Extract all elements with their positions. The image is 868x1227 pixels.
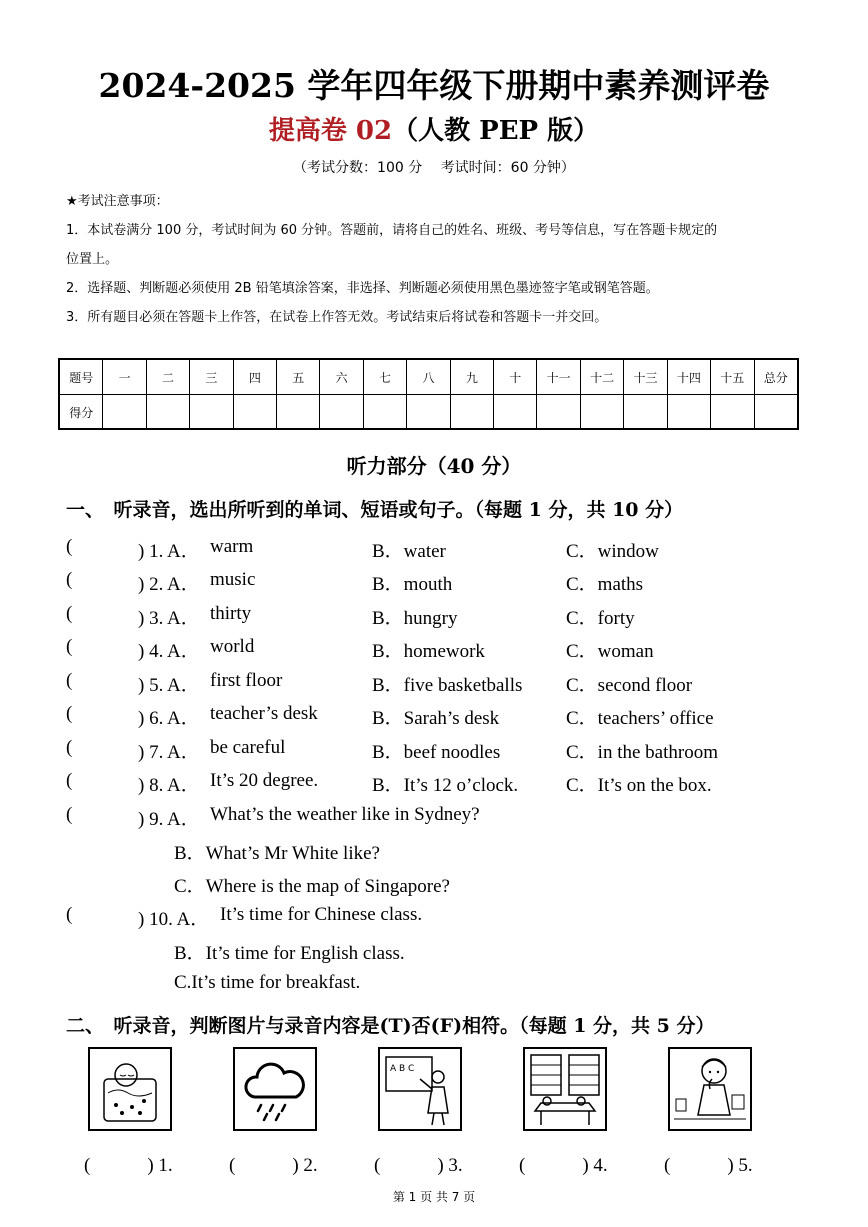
rain-cloud-icon xyxy=(233,1047,317,1131)
question-number: ) 8. A． xyxy=(138,775,200,796)
listening-title: 听力部分（40 分） xyxy=(346,454,522,478)
question-option-b: B．homework xyxy=(372,641,485,662)
exam-meta: （考试分数：100 分 考试时间：60 分钟） xyxy=(293,160,575,176)
question-paren: ( xyxy=(66,603,73,624)
score-table-header-cell: 总分 xyxy=(754,360,797,394)
score-input-cell[interactable] xyxy=(146,395,189,429)
picture-answer-2[interactable]: ( ) 2. xyxy=(229,1155,318,1176)
score-table-header-cell: 十一 xyxy=(536,360,579,394)
question-option-b: B．water xyxy=(372,541,446,562)
question-option-c: C．maths xyxy=(566,574,644,595)
picture-answer-1[interactable]: ( ) 1. xyxy=(84,1155,173,1176)
score-input-cell[interactable] xyxy=(406,395,449,429)
question-paren: ( xyxy=(66,636,73,657)
question-option-a: music xyxy=(210,569,256,590)
question-paren: ( xyxy=(66,536,73,557)
score-input-cell[interactable] xyxy=(189,395,232,429)
score-input-cell[interactable] xyxy=(233,395,276,429)
subtitle-paper-type: 提高卷 02 xyxy=(268,116,393,146)
question-option-c: C．forty xyxy=(566,608,635,629)
question-paren: ( xyxy=(66,569,73,590)
notice-heading: ★考试注意事项： xyxy=(66,194,169,209)
q10-option-b: B．It’s time for English class. xyxy=(174,943,405,964)
score-table-header-cell: 五 xyxy=(276,360,319,394)
question-option-b: B．beef noodles xyxy=(372,742,501,763)
question-option-c: C．second floor xyxy=(566,675,693,696)
notice-line-1b: 位置上。 xyxy=(66,252,119,267)
score-table-header-cell: 九 xyxy=(450,360,493,394)
notice-line-1a: 1．本试卷满分 100 分，考试时间为 60 分钟。答题前，请将自己的姓名、班级、考号等信息，写在答题卡规定的 xyxy=(66,223,718,238)
q9-option-b: B．What’s Mr White like? xyxy=(174,843,380,864)
q10-paren: ( xyxy=(66,904,73,925)
teacher-blackboard-icon xyxy=(378,1047,462,1131)
score-table-header-cell: 十二 xyxy=(580,360,623,394)
q9-option-c: C．Where is the map of Singapore? xyxy=(174,876,450,897)
q10-option-c: C.It’s time for breakfast. xyxy=(174,972,361,993)
score-table-header-cell: 十四 xyxy=(667,360,710,394)
question-option-a: It’s 20 degree. xyxy=(210,770,319,791)
page-footer: 第 1 页 共 7 页 xyxy=(392,1190,476,1204)
question-option-a: warm xyxy=(210,536,254,557)
question-option-c: C．window xyxy=(566,541,659,562)
score-input-cell[interactable] xyxy=(319,395,362,429)
question-option-a: teacher’s desk xyxy=(210,703,318,724)
question-option-c: C．in the bathroom xyxy=(566,742,718,763)
question-option-c: C．woman xyxy=(566,641,654,662)
score-input-cell[interactable] xyxy=(667,395,710,429)
question-option-a: world xyxy=(210,636,255,657)
picture-answer-3[interactable]: ( ) 3. xyxy=(374,1155,463,1176)
question-paren: ( xyxy=(66,770,73,791)
score-table xyxy=(58,358,799,430)
question-option-a: be careful xyxy=(210,737,286,758)
question-paren: ( xyxy=(66,670,73,691)
sleeping-child-icon xyxy=(88,1047,172,1131)
svg-text:A B C: A B C xyxy=(390,1064,415,1074)
score-input-cell[interactable] xyxy=(580,395,623,429)
score-input-cell[interactable] xyxy=(102,395,145,429)
score-table-header-cell: 十 xyxy=(493,360,536,394)
question-option-b: B．mouth xyxy=(372,574,453,595)
question-option-b: B．hungry xyxy=(372,608,458,629)
picture-answer-4[interactable]: ( ) 4. xyxy=(519,1155,608,1176)
question-option-b: B．It’s 12 o’clock. xyxy=(372,775,519,796)
question-number: ) 3. A． xyxy=(138,608,200,629)
q10-option-a: It’s time for Chinese class. xyxy=(220,904,423,925)
score-table-header-cell: 二 xyxy=(146,360,189,394)
question-number: ) 7. A． xyxy=(138,742,200,763)
score-input-cell[interactable] xyxy=(623,395,666,429)
score-input-cell[interactable] xyxy=(450,395,493,429)
question-option-c: C．It’s on the box. xyxy=(566,775,712,796)
question-number: ) 2. A． xyxy=(138,574,200,595)
question-number: ) 1. A． xyxy=(138,541,200,562)
score-table-header-cell: 一 xyxy=(102,360,145,394)
score-table-header-cell: 四 xyxy=(233,360,276,394)
score-table-header-cell: 六 xyxy=(319,360,362,394)
score-table-header-cell: 十五 xyxy=(710,360,753,394)
question-option-a: thirty xyxy=(210,603,252,624)
question-number: ) 6. A． xyxy=(138,708,200,729)
thinking-girl-icon xyxy=(668,1047,752,1131)
question-option-c: C．teachers’ office xyxy=(566,708,714,729)
question-paren: ( xyxy=(66,737,73,758)
notice-line-3: 3．所有题目必须在答题卡上作答，在试卷上作答无效。考试结束后将试卷和答题卡一并交回。 xyxy=(66,310,608,325)
question-option-b: B．five basketballs xyxy=(372,675,523,696)
score-input-cell[interactable] xyxy=(536,395,579,429)
question-option-b: B．Sarah’s desk xyxy=(372,708,500,729)
picture-answer-5[interactable]: ( ) 5. xyxy=(664,1155,753,1176)
question-paren: ( xyxy=(66,703,73,724)
score-input-cell[interactable] xyxy=(754,395,797,429)
question-option-a: first floor xyxy=(210,670,283,691)
q10-number: ) 10. A． xyxy=(138,909,210,930)
score-table-header-cell: 题号 xyxy=(69,370,94,385)
q9-paren: ( xyxy=(66,804,73,825)
q9-number: ) 9. A． xyxy=(138,809,200,830)
score-input-cell[interactable] xyxy=(493,395,536,429)
page-subtitle xyxy=(0,110,868,147)
subtitle-edition: （人教 PEP 版） xyxy=(392,116,600,146)
score-input-cell[interactable] xyxy=(710,395,753,429)
score-input-cell[interactable] xyxy=(276,395,319,429)
score-row-label: 得分 xyxy=(69,405,94,420)
question-number: ) 4. A． xyxy=(138,641,200,662)
score-table-header-cell: 三 xyxy=(189,360,232,394)
score-table-header-cell: 十三 xyxy=(623,360,666,394)
score-table-score-row xyxy=(60,394,797,429)
page-title: 2024-2025 学年四年级下册期中素养测评卷 xyxy=(98,66,770,105)
score-table-header-cell: 八 xyxy=(406,360,449,394)
notice-line-2: 2．选择题、判断题必须使用 2B 铅笔填涂答案，非选择、判断题必须使用黑色墨迹签字笔或钢笔答题。 xyxy=(66,281,659,296)
section-2-heading: 二、 听录音，判断图片与录音内容是(T)否(F)相符。（每题 1 分，共 5 分） xyxy=(66,1015,715,1037)
score-input-cell[interactable] xyxy=(363,395,406,429)
score-table-header-cell: 七 xyxy=(363,360,406,394)
question-number: ) 5. A． xyxy=(138,675,200,696)
q9-option-a: What’s the weather like in Sydney? xyxy=(210,804,480,825)
library-icon xyxy=(523,1047,607,1131)
score-table-header-row xyxy=(60,360,797,394)
section-1-heading: 一、 听录音，选出所听到的单词、短语或句子。（每题 1 分，共 10 分） xyxy=(66,499,684,521)
